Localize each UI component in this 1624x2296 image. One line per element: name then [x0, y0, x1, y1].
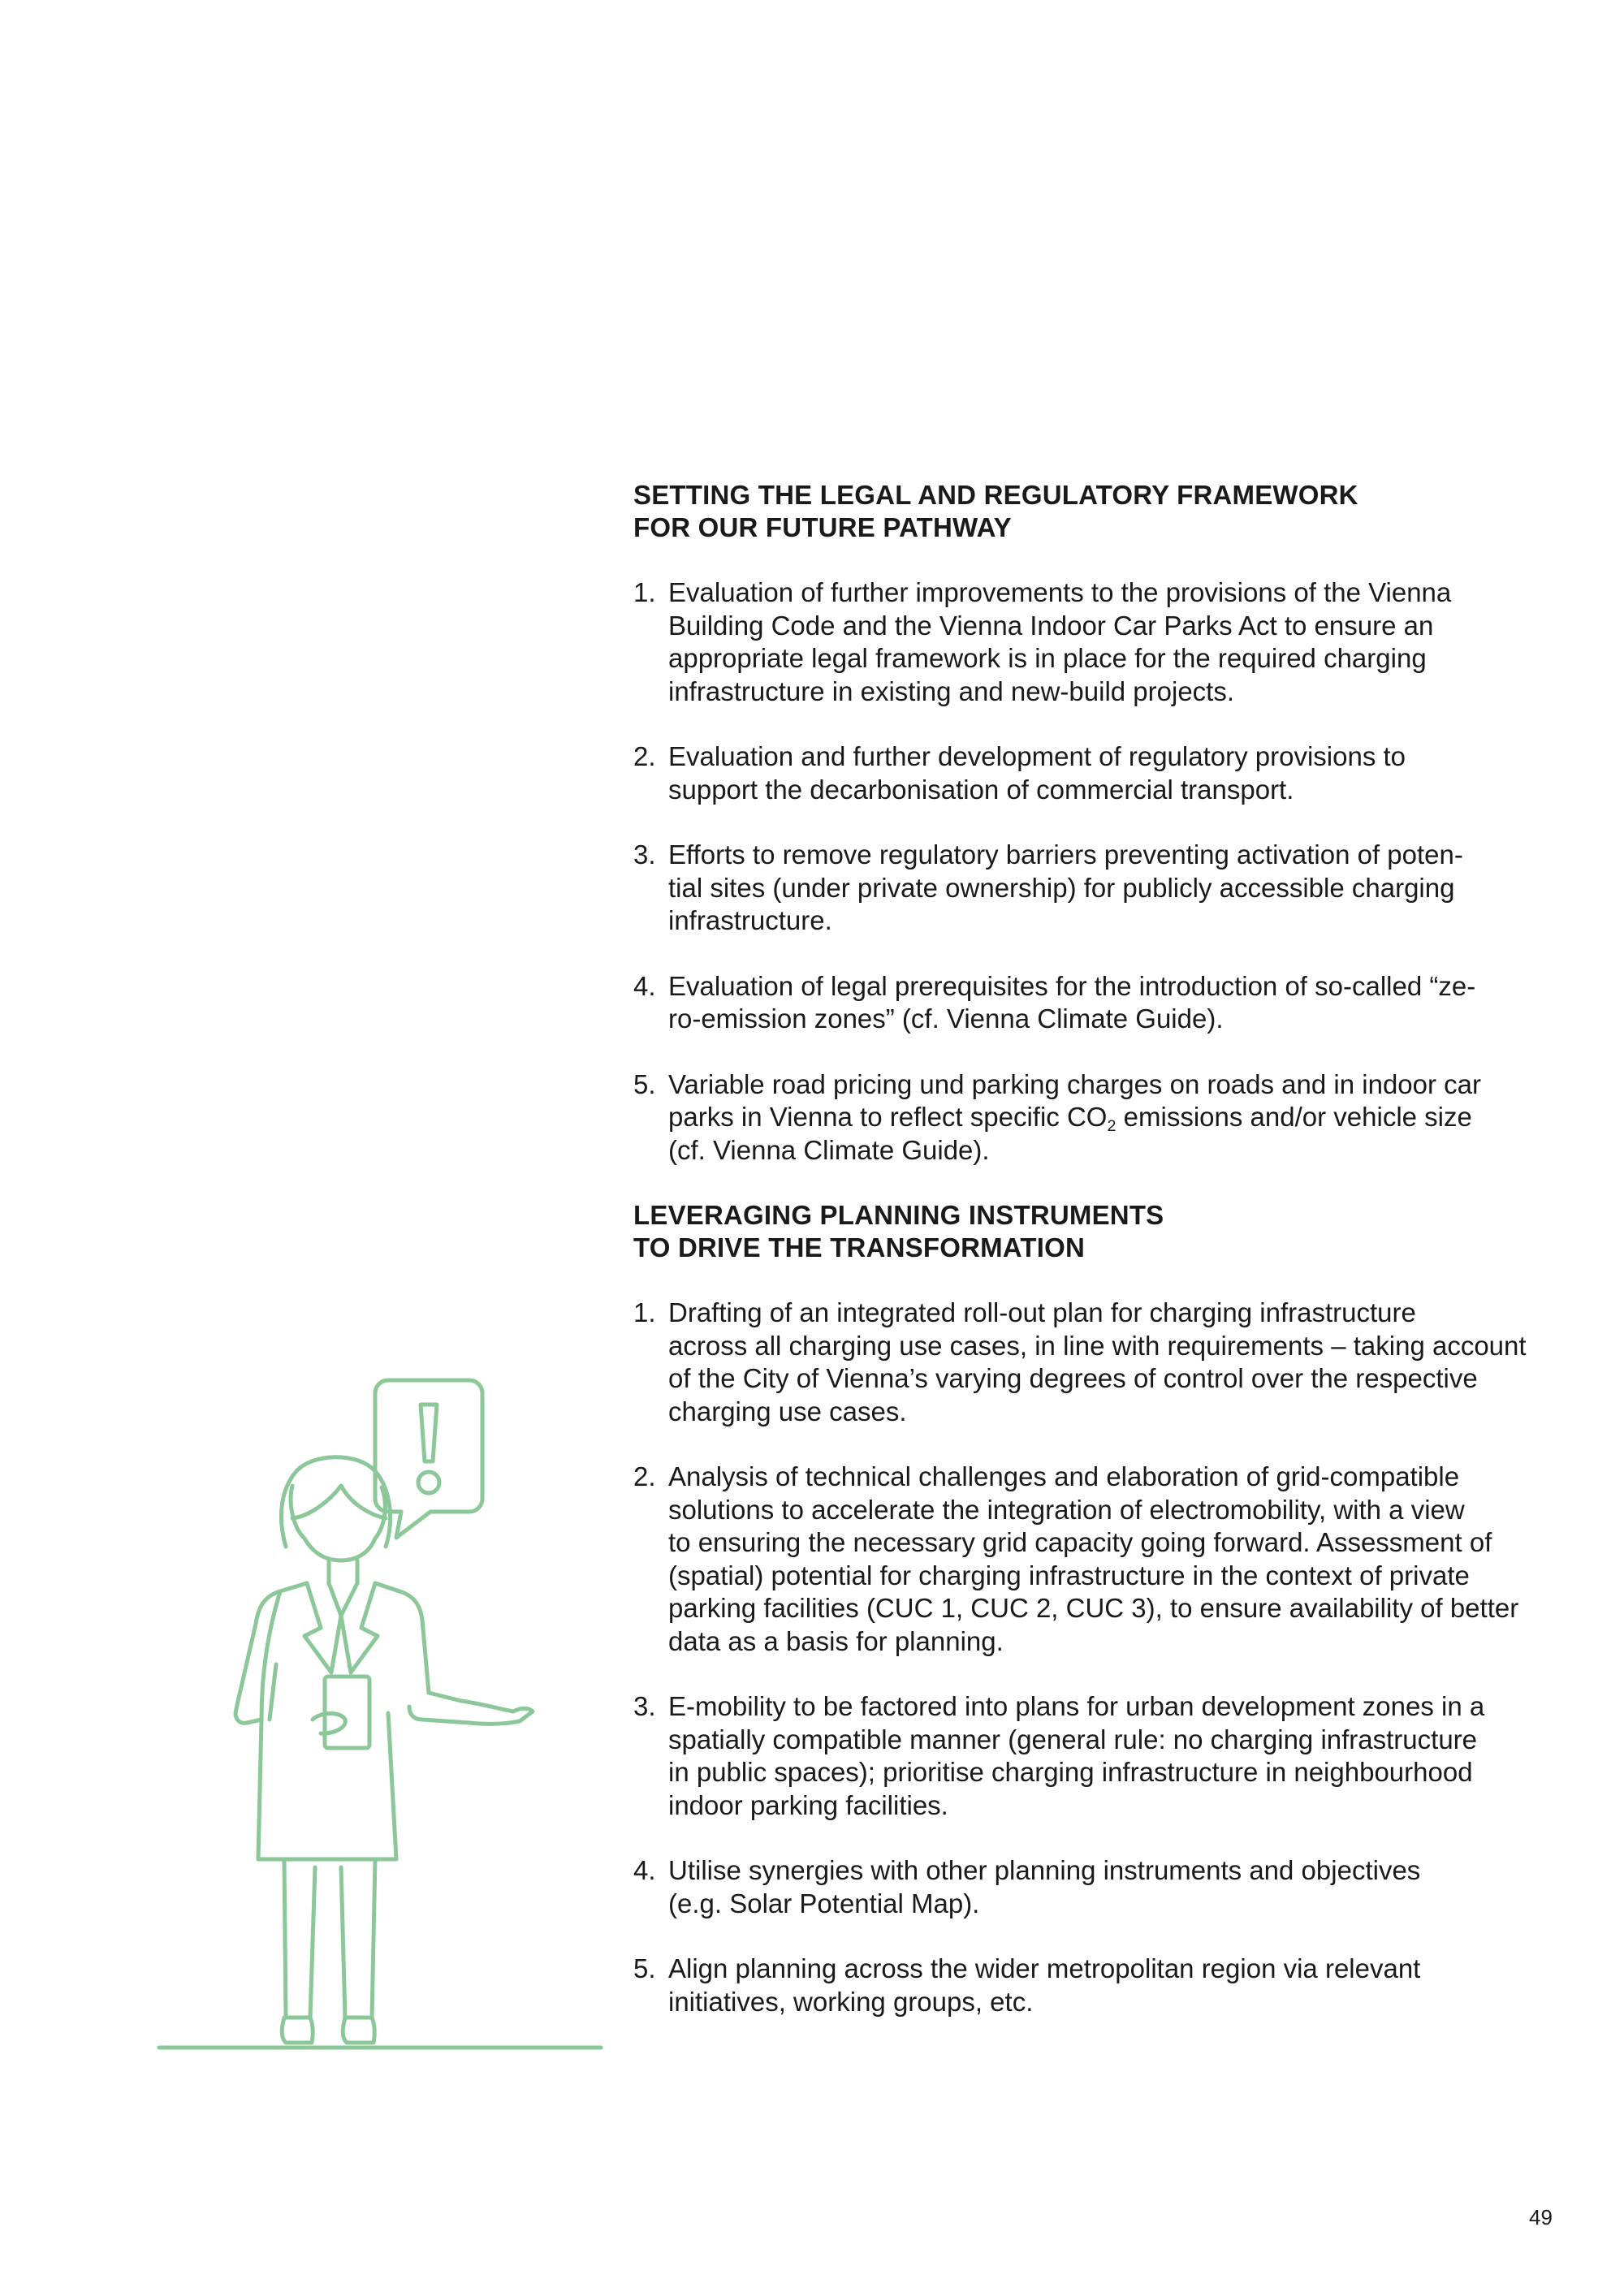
- subscript-2: 2: [1107, 1117, 1116, 1135]
- main-content: [633, 479, 1567, 2051]
- list-item: [633, 1461, 1567, 1658]
- list-number: 2.: [633, 1461, 656, 1491]
- list-item-text: Evaluation of legal prerequisites for the introduction of so-called “ze- ro-emission zones” (cf. Vienna Climate Guide).: [668, 970, 1476, 1034]
- list-item-text: Efforts to remove regulatory barriers preventing activation of poten- tial sites (under private ownership) for publicly accessible charging infrastructure.: [668, 839, 1463, 935]
- list-item-text: Evaluation and further development of regulatory provisions to support the decarbonisation of commercial transport.: [668, 741, 1406, 805]
- person-legs: [282, 1859, 375, 2043]
- heading-line: TO DRIVE THE TRANSFORMATION: [633, 1232, 1086, 1262]
- list-item: [633, 1854, 1567, 1920]
- legal-framework-list: [633, 576, 1567, 1167]
- list-item: [633, 576, 1567, 708]
- list-number: 3.: [633, 839, 656, 870]
- planning-instruments-list: [633, 1297, 1567, 2018]
- list-item: [633, 839, 1567, 938]
- person-head: [281, 1457, 390, 1560]
- list-number: 1.: [633, 577, 656, 607]
- list-item-text: Evaluation of further improvements to the provisions of the Vienna Building Code and the Vienna Indoor Car Parks Act to ensure an appropriate legal framework is in place for the required charging infrastructure in existing and new-build projects.: [668, 577, 1452, 706]
- list-item-text: Drafting of an integrated roll-out plan for charging infrastructure across all charging use cases, in line with requirements – taking account of the City of Vienna’s varying degrees of control over the respective charging use cases.: [668, 1297, 1527, 1426]
- list-number: 4.: [633, 970, 656, 1001]
- list-number: 1.: [633, 1297, 656, 1327]
- clipboard-icon: [313, 1677, 369, 1748]
- section-heading-legal-framework: [633, 479, 1567, 544]
- list-item: [633, 1690, 1567, 1822]
- heading-line: SETTING THE LEGAL AND REGULATORY FRAMEWORK: [633, 480, 1358, 510]
- section-heading-planning-instruments: [633, 1199, 1567, 1264]
- list-item: [633, 740, 1567, 806]
- list-item-text: Variable road pricing und parking charges on roads and in indoor car parks in Vienna to reflect specific $CO_2$ emissions and/or vehicle size (cf. Vienna Climate Guide).: [668, 1068, 1482, 1165]
- list-number: 3.: [633, 1691, 656, 1721]
- list-number: 4.: [633, 1855, 656, 1885]
- list-item-text: Utilise synergies with other planning instruments and objectives (e.g. Solar Potential Map).: [668, 1855, 1421, 1918]
- list-item: [633, 1297, 1567, 1428]
- list-item-text: Align planning across the wider metropolitan region via relevant initiatives, working groups, etc.: [668, 1953, 1421, 2017]
- list-item: [633, 1068, 1567, 1167]
- list-number: 5.: [633, 1953, 656, 1983]
- heading-line: LEVERAGING PLANNING INSTRUMENTS: [633, 1200, 1164, 1230]
- list-number: 2.: [633, 741, 656, 771]
- list-item-text: Analysis of technical challenges and elaboration of grid-compatible solutions to accelerate the integration of electromobility, with a view to ensuring the necessary grid capacity going forward. Assessment of (spatial) potential for charging infrastructure in the context of private parking facilities (CUC 1, CUC 2, CUC 3), to ensure availability of better data as a basis for planning.: [668, 1461, 1519, 1656]
- person-coat: [235, 1583, 533, 1859]
- list-item: [633, 1953, 1567, 2018]
- list-number: 5.: [633, 1068, 656, 1099]
- list-item: [633, 970, 1567, 1036]
- person-with-exclamation-icon: [154, 1372, 609, 2054]
- list-item-text: E-mobility to be factored into plans for urban development zones in a spatially compatible manner (general rule: no charging infrastructure in public spaces); prioritise charging infrastructure in neighbourhood indoor parking facilities.: [668, 1691, 1485, 1820]
- heading-line: FOR OUR FUTURE PATHWAY: [633, 512, 1012, 542]
- page-number: 49: [1529, 2205, 1553, 2229]
